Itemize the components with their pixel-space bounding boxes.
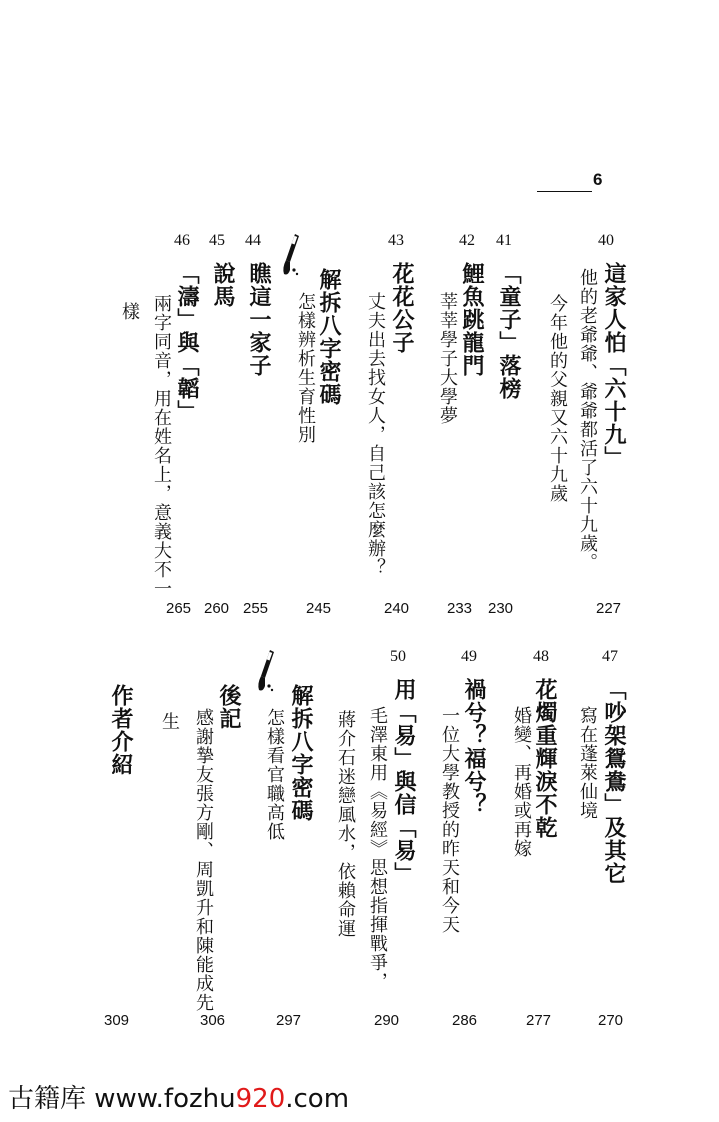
brush-icon xyxy=(255,648,277,694)
entry-page: 286 xyxy=(452,1012,478,1029)
entry-subtitle: 丈夫出去找女人，自己該怎麼辦？ xyxy=(365,292,386,577)
entry-number: 50 xyxy=(390,648,406,665)
entry-page: 227 xyxy=(596,600,622,617)
entry-title: 作者介紹 xyxy=(108,684,134,776)
entry-page: 309 xyxy=(104,1012,130,1029)
watermark-part3: .com xyxy=(285,1084,350,1114)
entry-page: 290 xyxy=(374,1012,400,1029)
entry-page: 270 xyxy=(598,1012,624,1029)
entry-page: 277 xyxy=(526,1012,552,1029)
entry-subtitle: 生 xyxy=(159,712,180,731)
page-number: 6 xyxy=(593,170,603,189)
entry-subtitle: 他的老爺爺、爺爺都活了六十九歲。 xyxy=(577,268,598,572)
entry-title: 說馬 xyxy=(210,262,236,308)
entry-subtitle: 怎樣看官職高低 xyxy=(264,708,285,841)
entry-subtitle: 婚變、再婚或再嫁 xyxy=(511,706,532,858)
entry-title: 花花公子 xyxy=(389,262,415,354)
entry-title: 花燭重輝淚不乾 xyxy=(532,678,558,839)
entry-title: 禍兮？福兮？ xyxy=(461,678,487,816)
entry-page: 260 xyxy=(204,600,230,617)
entry-title: 「童子」落榜 xyxy=(496,262,522,400)
entry-title: 後記 xyxy=(216,684,242,730)
entry-number: 46 xyxy=(174,232,190,249)
entry-subtitle: 今年他的父親又六十九歲 xyxy=(547,294,568,503)
watermark xyxy=(8,1078,349,1115)
entry-number: 41 xyxy=(496,232,512,249)
entry-page: 240 xyxy=(384,600,410,617)
entry-title: 解拆八字密碼 xyxy=(316,268,342,406)
entry-number: 47 xyxy=(602,648,618,665)
entry-title: 「吵架鴛鴦」及其它 xyxy=(601,678,627,885)
entry-subtitle: 寫在蓬萊仙境 xyxy=(577,706,598,820)
entry-title: 鯉魚跳龍門 xyxy=(459,262,485,377)
entry-subtitle: 怎樣辨析生育性別 xyxy=(295,292,316,444)
entry-subtitle: 感謝摯友張方剛、周凱升和陳能成先 xyxy=(193,708,214,1012)
entry-title: 這家人怕「六十九」 xyxy=(601,262,627,469)
entry-number: 48 xyxy=(533,648,549,665)
entry-title: 「濤」與「韜」 xyxy=(174,262,200,423)
header-rule xyxy=(537,191,592,192)
entry-number: 45 xyxy=(209,232,225,249)
entry-page: 230 xyxy=(488,600,514,617)
entry-page: 297 xyxy=(276,1012,302,1029)
watermark-part2: 920 xyxy=(235,1084,286,1114)
entry-number: 49 xyxy=(461,648,477,665)
entry-title: 用「易」與信「易」 xyxy=(391,678,417,885)
entry-subtitle: 樣 xyxy=(119,302,140,321)
entry-number: 40 xyxy=(598,232,614,249)
entry-subtitle: 莘莘學子大學夢 xyxy=(437,292,458,425)
entry-number: 43 xyxy=(388,232,404,249)
entry-title: 瞧這一家子 xyxy=(246,262,272,377)
entry-number: 44 xyxy=(245,232,261,249)
entry-page: 233 xyxy=(447,600,473,617)
brush-icon xyxy=(280,232,302,278)
entry-page: 255 xyxy=(243,600,269,617)
entry-subtitle: 兩字同音，用在姓名上，意義大不一 xyxy=(151,294,172,598)
entry-subtitle: 毛澤東用《易經》思想指揮戰爭， xyxy=(367,706,388,991)
watermark-part1: 古籍库 www.fozhu xyxy=(8,1084,236,1114)
entry-title: 解拆八字密碼 xyxy=(288,684,314,822)
entry-subtitle: 蔣介石迷戀風水，依賴命運 xyxy=(335,710,356,938)
entry-number: 42 xyxy=(459,232,475,249)
entry-page: 265 xyxy=(166,600,192,617)
entry-subtitle: 一位大學教授的昨天和今天 xyxy=(439,706,460,934)
entry-page: 306 xyxy=(200,1012,226,1029)
entry-page: 245 xyxy=(306,600,332,617)
